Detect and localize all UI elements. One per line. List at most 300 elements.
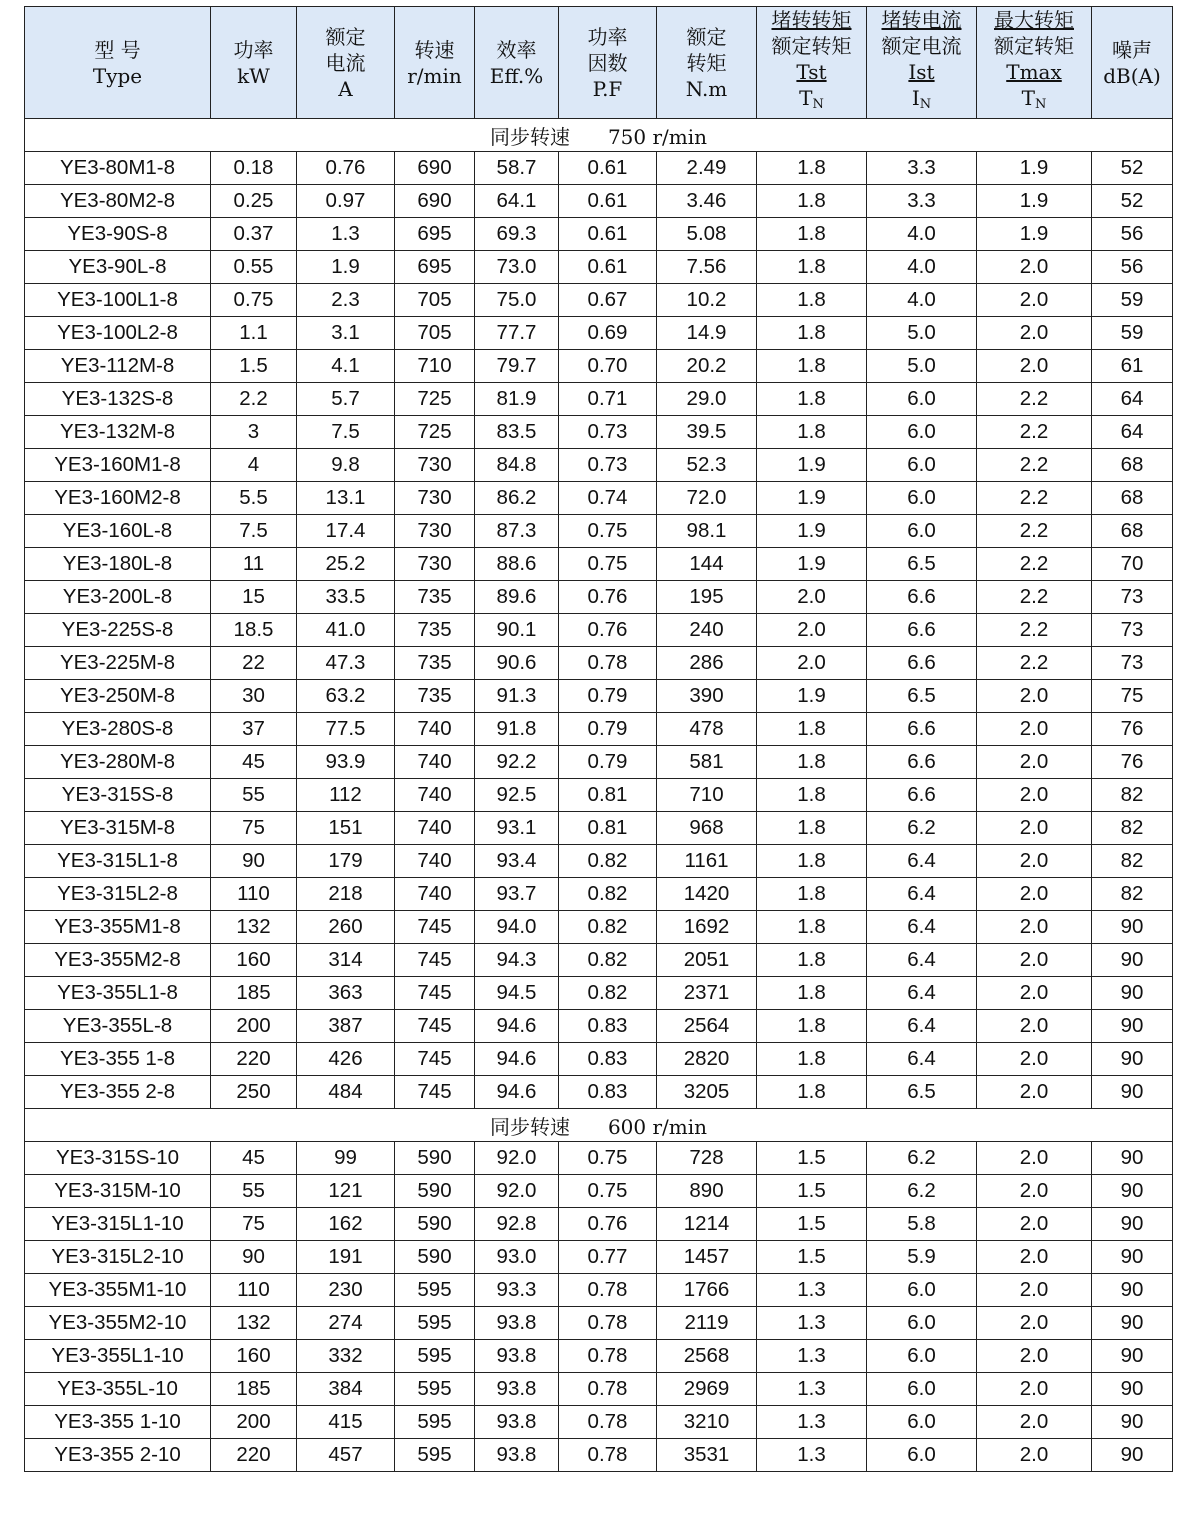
header-ratio-bottom: 额定转矩 [771, 34, 852, 58]
cell-noise: 90 [1092, 911, 1173, 944]
table-row [25, 944, 1173, 977]
table-row [25, 515, 1173, 548]
cell-max-torque-ratio: 2.0 [977, 779, 1092, 812]
table-row [25, 416, 1173, 449]
cell-rated-current: 63.2 [297, 680, 395, 713]
cell-noise: 90 [1092, 1439, 1173, 1472]
cell-power: 30 [211, 680, 297, 713]
cell-max-torque-ratio: 2.0 [977, 1208, 1092, 1241]
cell-type: YE3-315L2-10 [25, 1241, 211, 1274]
cell-speed: 590 [395, 1142, 475, 1175]
cell-noise: 68 [1092, 482, 1173, 515]
cell-power-factor: 0.78 [559, 1307, 657, 1340]
cell-speed: 730 [395, 482, 475, 515]
cell-noise: 76 [1092, 746, 1173, 779]
cell-max-torque-ratio: 2.0 [977, 1340, 1092, 1373]
cell-rated-current: 230 [297, 1274, 395, 1307]
cell-noise: 90 [1092, 1274, 1173, 1307]
cell-rated-current: 41.0 [297, 614, 395, 647]
cell-power: 220 [211, 1439, 297, 1472]
cell-efficiency: 93.8 [475, 1373, 559, 1406]
cell-rated-current: 384 [297, 1373, 395, 1406]
cell-speed: 595 [395, 1274, 475, 1307]
cell-rated-torque: 1420 [657, 878, 757, 911]
cell-power: 185 [211, 977, 297, 1010]
cell-rated-torque: 2969 [657, 1373, 757, 1406]
cell-locked-torque-ratio: 1.8 [757, 713, 867, 746]
cell-speed: 710 [395, 350, 475, 383]
cell-locked-current-ratio: 6.2 [867, 812, 977, 845]
table-row [25, 581, 1173, 614]
table-row [25, 1373, 1173, 1406]
cell-rated-current: 3.1 [297, 317, 395, 350]
cell-efficiency: 86.2 [475, 482, 559, 515]
header-line: 噪声 [1112, 37, 1152, 62]
cell-locked-torque-ratio: 1.8 [757, 746, 867, 779]
header-power [211, 7, 297, 119]
cell-type: YE3-355L1-10 [25, 1340, 211, 1373]
cell-power-factor: 0.82 [559, 845, 657, 878]
header-row [25, 7, 1173, 119]
cell-power-factor: 0.78 [559, 1439, 657, 1472]
cell-type: YE3-160L-8 [25, 515, 211, 548]
cell-locked-torque-ratio: 1.8 [757, 218, 867, 251]
section-label: 同步转速 [489, 1114, 570, 1139]
cell-rated-torque: 968 [657, 812, 757, 845]
header-line: 效率 [496, 37, 537, 62]
header-symbol-subscript: N [919, 97, 932, 112]
cell-speed: 740 [395, 746, 475, 779]
cell-power-factor: 0.83 [559, 1076, 657, 1109]
cell-max-torque-ratio: 2.0 [977, 317, 1092, 350]
cell-speed: 695 [395, 218, 475, 251]
cell-efficiency: 93.8 [475, 1439, 559, 1472]
cell-type: YE3-355 2-8 [25, 1076, 211, 1109]
cell-rated-torque: 20.2 [657, 350, 757, 383]
table-row [25, 251, 1173, 284]
cell-power-factor: 0.82 [559, 911, 657, 944]
cell-locked-torque-ratio: 1.8 [757, 1076, 867, 1109]
cell-rated-torque: 72.0 [657, 482, 757, 515]
cell-power-factor: 0.82 [559, 878, 657, 911]
cell-locked-torque-ratio: 1.8 [757, 416, 867, 449]
cell-locked-current-ratio: 6.0 [867, 449, 977, 482]
cell-speed: 745 [395, 977, 475, 1010]
cell-locked-current-ratio: 6.0 [867, 1274, 977, 1307]
cell-power: 110 [211, 878, 297, 911]
cell-efficiency: 93.8 [475, 1307, 559, 1340]
cell-power-factor: 0.79 [559, 746, 657, 779]
cell-power-factor: 0.75 [559, 1175, 657, 1208]
header-symbol-denominator [757, 85, 866, 118]
table-row [25, 1406, 1173, 1439]
cell-max-torque-ratio: 2.0 [977, 350, 1092, 383]
cell-rated-torque: 7.56 [657, 251, 757, 284]
cell-speed: 745 [395, 944, 475, 977]
cell-locked-torque-ratio: 1.3 [757, 1340, 867, 1373]
header-line: N.m [685, 76, 728, 101]
header-speed [395, 7, 475, 119]
cell-power: 110 [211, 1274, 297, 1307]
table-row [25, 1175, 1173, 1208]
cell-rated-current: 260 [297, 911, 395, 944]
cell-efficiency: 92.5 [475, 779, 559, 812]
cell-speed: 590 [395, 1208, 475, 1241]
cell-rated-current: 2.3 [297, 284, 395, 317]
table-header [25, 7, 1173, 119]
cell-rated-current: 7.5 [297, 416, 395, 449]
cell-power-factor: 0.81 [559, 812, 657, 845]
cell-type: YE3-112M-8 [25, 350, 211, 383]
cell-efficiency: 93.8 [475, 1340, 559, 1373]
table-row [25, 845, 1173, 878]
cell-type: YE3-355 1-8 [25, 1043, 211, 1076]
cell-efficiency: 94.6 [475, 1010, 559, 1043]
cell-efficiency: 87.3 [475, 515, 559, 548]
cell-locked-torque-ratio: 1.8 [757, 911, 867, 944]
cell-speed: 730 [395, 449, 475, 482]
cell-power-factor: 0.78 [559, 647, 657, 680]
cell-rated-torque: 2119 [657, 1307, 757, 1340]
cell-rated-torque: 2564 [657, 1010, 757, 1043]
cell-power: 2.2 [211, 383, 297, 416]
cell-efficiency: 93.1 [475, 812, 559, 845]
motor-spec-table [24, 6, 1173, 1472]
cell-power-factor: 0.79 [559, 713, 657, 746]
cell-type: YE3-200L-8 [25, 581, 211, 614]
header-line: 转速 [414, 37, 455, 62]
table-row [25, 1010, 1173, 1043]
cell-rated-current: 191 [297, 1241, 395, 1274]
cell-efficiency: 93.7 [475, 878, 559, 911]
header-symbol-letter: T [1021, 86, 1035, 110]
cell-noise: 90 [1092, 1142, 1173, 1175]
cell-locked-torque-ratio: 1.8 [757, 317, 867, 350]
table-row [25, 449, 1173, 482]
cell-rated-current: 363 [297, 977, 395, 1010]
cell-power: 75 [211, 812, 297, 845]
cell-type: YE3-225S-8 [25, 614, 211, 647]
table-row [25, 977, 1173, 1010]
header-line: 功率 [587, 24, 628, 49]
table-row [25, 152, 1173, 185]
cell-power: 7.5 [211, 515, 297, 548]
cell-locked-torque-ratio: 1.5 [757, 1142, 867, 1175]
cell-speed: 705 [395, 317, 475, 350]
cell-rated-torque: 286 [657, 647, 757, 680]
cell-speed: 735 [395, 581, 475, 614]
cell-power: 45 [211, 746, 297, 779]
table-body [25, 119, 1173, 1472]
header-line: 因数 [587, 50, 628, 75]
cell-efficiency: 93.3 [475, 1274, 559, 1307]
cell-power: 185 [211, 1373, 297, 1406]
cell-locked-current-ratio: 6.6 [867, 647, 977, 680]
cell-speed: 725 [395, 416, 475, 449]
cell-rated-current: 112 [297, 779, 395, 812]
cell-locked-current-ratio: 6.4 [867, 878, 977, 911]
cell-max-torque-ratio: 2.0 [977, 284, 1092, 317]
cell-power-factor: 0.81 [559, 779, 657, 812]
cell-power-factor: 0.76 [559, 1208, 657, 1241]
cell-rated-torque: 890 [657, 1175, 757, 1208]
cell-rated-current: 179 [297, 845, 395, 878]
cell-noise: 73 [1092, 581, 1173, 614]
cell-noise: 90 [1092, 977, 1173, 1010]
cell-rated-current: 332 [297, 1340, 395, 1373]
cell-noise: 90 [1092, 1175, 1173, 1208]
cell-rated-torque: 1457 [657, 1241, 757, 1274]
cell-rated-current: 0.97 [297, 185, 395, 218]
cell-efficiency: 90.6 [475, 647, 559, 680]
cell-locked-current-ratio: 6.4 [867, 845, 977, 878]
section-title [25, 119, 1173, 152]
cell-rated-current: 77.5 [297, 713, 395, 746]
cell-rated-current: 457 [297, 1439, 395, 1472]
cell-noise: 75 [1092, 680, 1173, 713]
cell-max-torque-ratio: 2.0 [977, 251, 1092, 284]
header-line: 额定 [325, 24, 366, 49]
cell-noise: 68 [1092, 515, 1173, 548]
header-line: 电流 [325, 50, 366, 75]
cell-power-factor: 0.82 [559, 977, 657, 1010]
cell-locked-torque-ratio: 1.3 [757, 1406, 867, 1439]
cell-power-factor: 0.75 [559, 548, 657, 581]
cell-type: YE3-160M1-8 [25, 449, 211, 482]
cell-max-torque-ratio: 2.0 [977, 911, 1092, 944]
cell-type: YE3-225M-8 [25, 647, 211, 680]
cell-locked-current-ratio: 6.0 [867, 383, 977, 416]
cell-power: 75 [211, 1208, 297, 1241]
cell-max-torque-ratio: 2.2 [977, 515, 1092, 548]
cell-noise: 61 [1092, 350, 1173, 383]
cell-rated-current: 25.2 [297, 548, 395, 581]
cell-rated-torque: 5.08 [657, 218, 757, 251]
cell-rated-current: 5.7 [297, 383, 395, 416]
cell-locked-current-ratio: 4.0 [867, 251, 977, 284]
cell-max-torque-ratio: 2.2 [977, 383, 1092, 416]
header-line: kW [237, 63, 270, 88]
cell-locked-current-ratio: 5.9 [867, 1241, 977, 1274]
cell-efficiency: 92.8 [475, 1208, 559, 1241]
cell-locked-current-ratio: 6.4 [867, 911, 977, 944]
header-symbol-subscript: N [812, 97, 824, 112]
header-symbol-numerator: Tst [796, 60, 827, 84]
header-max-torque-ratio [977, 7, 1092, 119]
header-line: r/min [407, 63, 462, 88]
cell-locked-torque-ratio: 1.8 [757, 152, 867, 185]
table-row [25, 878, 1173, 911]
cell-max-torque-ratio: 2.0 [977, 1175, 1092, 1208]
cell-type: YE3-100L2-8 [25, 317, 211, 350]
cell-efficiency: 93.8 [475, 1406, 559, 1439]
header-rated-current [297, 7, 395, 119]
cell-max-torque-ratio: 1.9 [977, 152, 1092, 185]
cell-type: YE3-315S-10 [25, 1142, 211, 1175]
cell-locked-torque-ratio: 1.9 [757, 449, 867, 482]
cell-rated-torque: 581 [657, 746, 757, 779]
cell-max-torque-ratio: 2.0 [977, 713, 1092, 746]
cell-power-factor: 0.79 [559, 680, 657, 713]
header-symbol-denominator [977, 85, 1091, 118]
cell-locked-current-ratio: 5.0 [867, 317, 977, 350]
cell-efficiency: 58.7 [475, 152, 559, 185]
cell-speed: 740 [395, 845, 475, 878]
table-row [25, 185, 1173, 218]
header-ratio-top: 堵转转矩 [771, 8, 852, 32]
cell-type: YE3-250M-8 [25, 680, 211, 713]
cell-type: YE3-80M1-8 [25, 152, 211, 185]
cell-locked-torque-ratio: 1.8 [757, 185, 867, 218]
cell-power: 132 [211, 1307, 297, 1340]
cell-locked-current-ratio: 4.0 [867, 284, 977, 317]
header-line: 功率 [233, 37, 274, 62]
cell-locked-torque-ratio: 1.3 [757, 1439, 867, 1472]
table-row [25, 383, 1173, 416]
cell-power: 18.5 [211, 614, 297, 647]
header-noise [1092, 7, 1173, 119]
cell-power-factor: 0.78 [559, 1406, 657, 1439]
cell-power: 37 [211, 713, 297, 746]
cell-efficiency: 83.5 [475, 416, 559, 449]
cell-max-torque-ratio: 2.2 [977, 614, 1092, 647]
cell-power-factor: 0.61 [559, 218, 657, 251]
cell-power: 3 [211, 416, 297, 449]
cell-efficiency: 77.7 [475, 317, 559, 350]
cell-locked-torque-ratio: 1.3 [757, 1307, 867, 1340]
header-locked-current-ratio [867, 7, 977, 119]
cell-max-torque-ratio: 2.0 [977, 1307, 1092, 1340]
cell-locked-current-ratio: 6.4 [867, 944, 977, 977]
cell-rated-torque: 52.3 [657, 449, 757, 482]
header-line: 额定 [686, 24, 727, 49]
cell-power-factor: 0.78 [559, 1274, 657, 1307]
cell-speed: 695 [395, 251, 475, 284]
cell-locked-current-ratio: 6.4 [867, 1010, 977, 1043]
table-row [25, 1307, 1173, 1340]
cell-noise: 64 [1092, 416, 1173, 449]
cell-locked-torque-ratio: 1.9 [757, 548, 867, 581]
header-ratio-top: 堵转电流 [881, 8, 962, 32]
cell-type: YE3-355L-10 [25, 1373, 211, 1406]
cell-power: 200 [211, 1406, 297, 1439]
cell-rated-torque: 2568 [657, 1340, 757, 1373]
cell-locked-current-ratio: 6.4 [867, 977, 977, 1010]
cell-power-factor: 0.74 [559, 482, 657, 515]
cell-power-factor: 0.76 [559, 614, 657, 647]
cell-noise: 90 [1092, 1406, 1173, 1439]
table-row [25, 218, 1173, 251]
cell-rated-current: 4.1 [297, 350, 395, 383]
cell-max-torque-ratio: 2.0 [977, 812, 1092, 845]
cell-power-factor: 0.78 [559, 1340, 657, 1373]
table-row [25, 1076, 1173, 1109]
cell-rated-current: 151 [297, 812, 395, 845]
cell-power: 0.25 [211, 185, 297, 218]
cell-efficiency: 69.3 [475, 218, 559, 251]
cell-rated-torque: 39.5 [657, 416, 757, 449]
table-row [25, 317, 1173, 350]
cell-locked-current-ratio: 6.6 [867, 713, 977, 746]
cell-speed: 705 [395, 284, 475, 317]
cell-locked-current-ratio: 6.5 [867, 548, 977, 581]
cell-power-factor: 0.61 [559, 185, 657, 218]
table-row [25, 614, 1173, 647]
cell-locked-torque-ratio: 1.8 [757, 251, 867, 284]
table-row [25, 1340, 1173, 1373]
header-line: Eff.% [489, 63, 544, 88]
cell-type: YE3-355L-8 [25, 1010, 211, 1043]
cell-rated-current: 99 [297, 1142, 395, 1175]
cell-rated-current: 426 [297, 1043, 395, 1076]
cell-noise: 52 [1092, 152, 1173, 185]
cell-speed: 595 [395, 1373, 475, 1406]
cell-max-torque-ratio: 2.0 [977, 746, 1092, 779]
cell-speed: 690 [395, 152, 475, 185]
cell-speed: 590 [395, 1175, 475, 1208]
cell-locked-current-ratio: 6.6 [867, 746, 977, 779]
cell-type: YE3-315L1-8 [25, 845, 211, 878]
cell-locked-torque-ratio: 1.8 [757, 977, 867, 1010]
cell-rated-torque: 390 [657, 680, 757, 713]
cell-locked-torque-ratio: 1.9 [757, 482, 867, 515]
header-ratio-top: 最大转矩 [994, 8, 1074, 32]
cell-rated-current: 0.76 [297, 152, 395, 185]
header-type [25, 7, 211, 119]
cell-locked-torque-ratio: 1.8 [757, 350, 867, 383]
cell-speed: 740 [395, 713, 475, 746]
cell-power-factor: 0.76 [559, 581, 657, 614]
cell-max-torque-ratio: 2.2 [977, 548, 1092, 581]
cell-power-factor: 0.73 [559, 416, 657, 449]
cell-max-torque-ratio: 2.0 [977, 1274, 1092, 1307]
cell-rated-current: 121 [297, 1175, 395, 1208]
cell-type: YE3-315L2-8 [25, 878, 211, 911]
cell-speed: 595 [395, 1340, 475, 1373]
table-row [25, 350, 1173, 383]
cell-locked-current-ratio: 6.2 [867, 1175, 977, 1208]
cell-speed: 745 [395, 1076, 475, 1109]
cell-noise: 76 [1092, 713, 1173, 746]
cell-noise: 90 [1092, 1373, 1173, 1406]
cell-efficiency: 91.8 [475, 713, 559, 746]
cell-rated-torque: 710 [657, 779, 757, 812]
cell-power: 90 [211, 845, 297, 878]
cell-type: YE3-355 1-10 [25, 1406, 211, 1439]
cell-speed: 740 [395, 878, 475, 911]
cell-noise: 52 [1092, 185, 1173, 218]
cell-max-torque-ratio: 2.2 [977, 581, 1092, 614]
cell-power-factor: 0.73 [559, 449, 657, 482]
cell-locked-torque-ratio: 1.8 [757, 812, 867, 845]
cell-power-factor: 0.75 [559, 515, 657, 548]
cell-noise: 64 [1092, 383, 1173, 416]
cell-power-factor: 0.67 [559, 284, 657, 317]
header-line: P.F [592, 76, 623, 101]
cell-speed: 745 [395, 911, 475, 944]
cell-locked-torque-ratio: 1.9 [757, 515, 867, 548]
cell-rated-torque: 1214 [657, 1208, 757, 1241]
cell-locked-torque-ratio: 2.0 [757, 614, 867, 647]
cell-power-factor: 0.71 [559, 383, 657, 416]
cell-locked-current-ratio: 6.4 [867, 1043, 977, 1076]
cell-noise: 82 [1092, 878, 1173, 911]
cell-power: 0.37 [211, 218, 297, 251]
cell-power: 5.5 [211, 482, 297, 515]
cell-type: YE3-355M1-8 [25, 911, 211, 944]
cell-power-factor: 0.83 [559, 1043, 657, 1076]
cell-efficiency: 94.0 [475, 911, 559, 944]
